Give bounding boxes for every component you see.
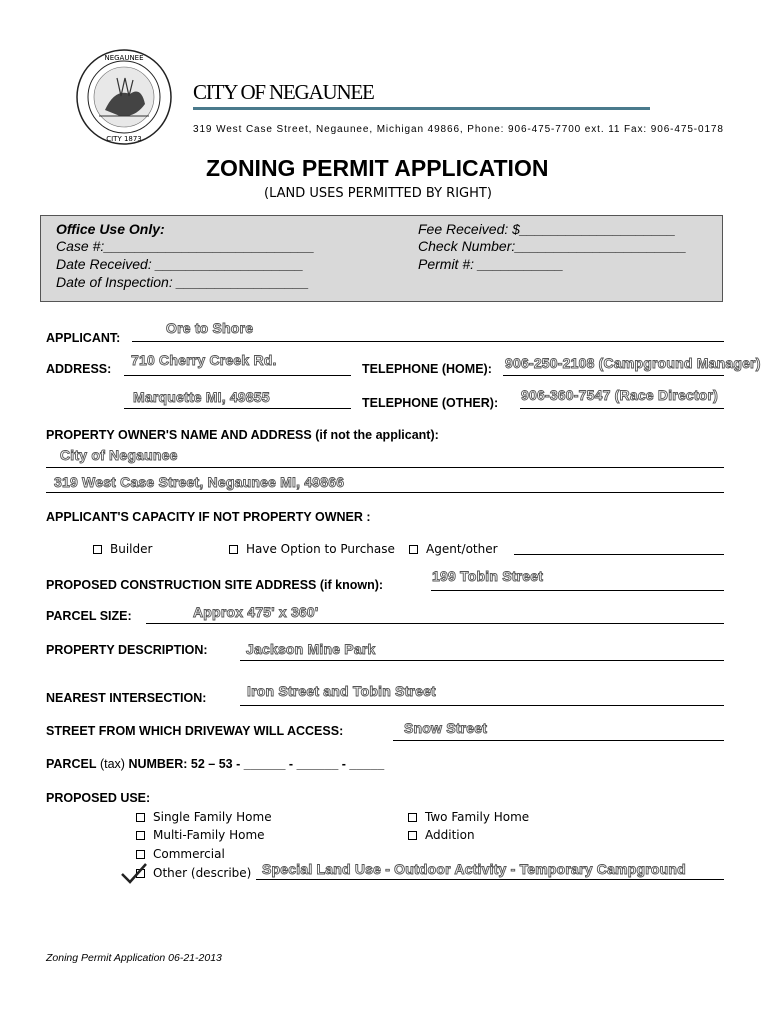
applicant-label: APPLICANT: xyxy=(46,331,121,345)
office-use-box xyxy=(40,215,723,302)
parcel-number-label-b: NUMBER: 52 – 53 - ______ - ______ - _____ xyxy=(128,757,385,771)
check-number-field: Check Number:______________________ xyxy=(418,238,687,254)
header-accent-rule xyxy=(193,107,650,110)
telephone-other-line xyxy=(520,408,724,409)
use-option-other[interactable] xyxy=(136,866,251,880)
option-label: Builder xyxy=(110,542,153,556)
city-seal xyxy=(75,48,173,146)
parcel-number-label xyxy=(46,757,384,771)
owner-line2-line xyxy=(46,492,724,493)
option-label: Commercial xyxy=(153,847,225,861)
address-line1-value[interactable]: 710 Cherry Creek Rd. xyxy=(131,352,277,368)
use-other-line xyxy=(256,879,724,880)
driveway-label: STREET FROM WHICH DRIVEWAY WILL ACCESS: xyxy=(46,724,344,738)
checkbox[interactable] xyxy=(93,545,102,554)
seal-text-top: NEGAUNEE xyxy=(104,54,144,62)
option-label: Multi-Family Home xyxy=(153,828,265,842)
use-option-multi-family[interactable] xyxy=(136,828,265,842)
option-label: Other (describe) xyxy=(153,866,252,880)
option-label: Single Family Home xyxy=(153,810,272,824)
option-label: Addition xyxy=(425,828,475,842)
property-description-line xyxy=(240,660,724,661)
owner-line1-line xyxy=(46,467,724,468)
address-label: ADDRESS: xyxy=(46,362,112,376)
site-address-label: PROPOSED CONSTRUCTION SITE ADDRESS (if known): xyxy=(46,578,384,592)
parcel-size-label: PARCEL SIZE: xyxy=(46,609,132,623)
city-address-line: 319 West Case Street, Negaunee, Michigan 49866, Phone: 906-475-7700 ext. 11 Fax: 906-475-0178 xyxy=(193,124,724,135)
driveway-line xyxy=(393,740,724,741)
case-number-field: Case #:___________________________ xyxy=(56,238,315,254)
office-use-heading: Office Use Only: xyxy=(56,221,165,237)
nearest-intersection-line xyxy=(240,705,724,706)
permit-number-field: Permit #: ___________ xyxy=(418,256,564,272)
site-address-line xyxy=(431,590,724,591)
option-label: Agent/other xyxy=(426,542,498,556)
telephone-other-label: TELEPHONE (OTHER): xyxy=(362,396,499,410)
checkbox[interactable] xyxy=(409,545,418,554)
parcel-size-line xyxy=(146,623,724,624)
checkbox[interactable] xyxy=(136,850,145,859)
date-received-field: Date Received: ___________________ xyxy=(56,256,304,272)
nearest-intersection-value[interactable]: Iron Street and Tobin Street xyxy=(247,683,436,699)
telephone-home-label: TELEPHONE (HOME): xyxy=(362,362,492,376)
use-option-two-family[interactable] xyxy=(408,810,529,824)
address-line2-value[interactable]: Marquette MI, 49855 xyxy=(133,389,270,405)
checkbox[interactable] xyxy=(229,545,238,554)
capacity-option-agent[interactable] xyxy=(409,542,498,556)
use-option-commercial[interactable] xyxy=(136,847,225,861)
option-label: Two Family Home xyxy=(425,810,530,824)
seal-text-bottom: CITY 1873 xyxy=(106,135,142,143)
capacity-option-purchase[interactable] xyxy=(229,542,395,556)
checkbox[interactable] xyxy=(136,831,145,840)
use-option-addition[interactable] xyxy=(408,828,475,842)
applicant-value[interactable]: Ore to Shore xyxy=(166,320,254,336)
driveway-value[interactable]: Snow Street xyxy=(404,720,488,736)
site-address-value[interactable]: 199 Tobin Street xyxy=(432,568,544,584)
property-description-label: PROPERTY DESCRIPTION: xyxy=(46,643,208,657)
city-name: CITY OF NEGAUNEE xyxy=(193,80,374,104)
proposed-use-label: PROPOSED USE: xyxy=(46,791,151,805)
checkbox[interactable] xyxy=(408,831,417,840)
nearest-intersection-label: NEAREST INTERSECTION: xyxy=(46,691,207,705)
property-description-value[interactable]: Jackson Mine Park xyxy=(246,641,376,657)
parcel-number-label-a: PARCEL xyxy=(46,757,97,771)
option-label: Have Option to Purchase xyxy=(246,542,395,556)
use-option-single-family[interactable] xyxy=(136,810,272,824)
owner-label: PROPERTY OWNER'S NAME AND ADDRESS (if not the applicant): xyxy=(46,428,439,442)
address-line2-line xyxy=(124,408,351,409)
check-mark-icon xyxy=(120,862,148,886)
form-subtitle: (LAND USES PERMITTED BY RIGHT) xyxy=(264,186,492,201)
owner-line1-value[interactable]: City of Negaunee xyxy=(60,447,178,463)
fee-received-field: Fee Received: $____________________ xyxy=(418,221,676,237)
telephone-other-value[interactable]: 906-360-7547 (Race Director) xyxy=(521,387,719,403)
applicant-line xyxy=(132,341,724,342)
owner-line2-value[interactable]: 319 West Case Street, Negaunee MI, 49866 xyxy=(54,474,345,490)
use-other-value[interactable]: Special Land Use - Outdoor Activity - Temporary Campground xyxy=(262,861,686,877)
date-inspection-field: Date of Inspection: _________________ xyxy=(56,274,309,290)
form-title: ZONING PERMIT APPLICATION xyxy=(206,155,549,181)
telephone-home-value[interactable]: 906-250-2108 (Campground Manager) xyxy=(505,355,761,371)
parcel-number-label-tax: (tax) xyxy=(99,757,125,771)
footer-text: Zoning Permit Application 06-21-2013 xyxy=(46,952,222,964)
address-line1-line xyxy=(124,375,351,376)
parcel-size-value[interactable]: Approx 475' x 360' xyxy=(193,604,319,620)
capacity-label: APPLICANT'S CAPACITY IF NOT PROPERTY OWNER : xyxy=(46,510,371,524)
checkbox[interactable] xyxy=(408,813,417,822)
telephone-home-line xyxy=(503,375,724,376)
capacity-option-builder[interactable] xyxy=(93,542,152,556)
capacity-agent-line xyxy=(514,554,724,555)
checkbox[interactable] xyxy=(136,813,145,822)
